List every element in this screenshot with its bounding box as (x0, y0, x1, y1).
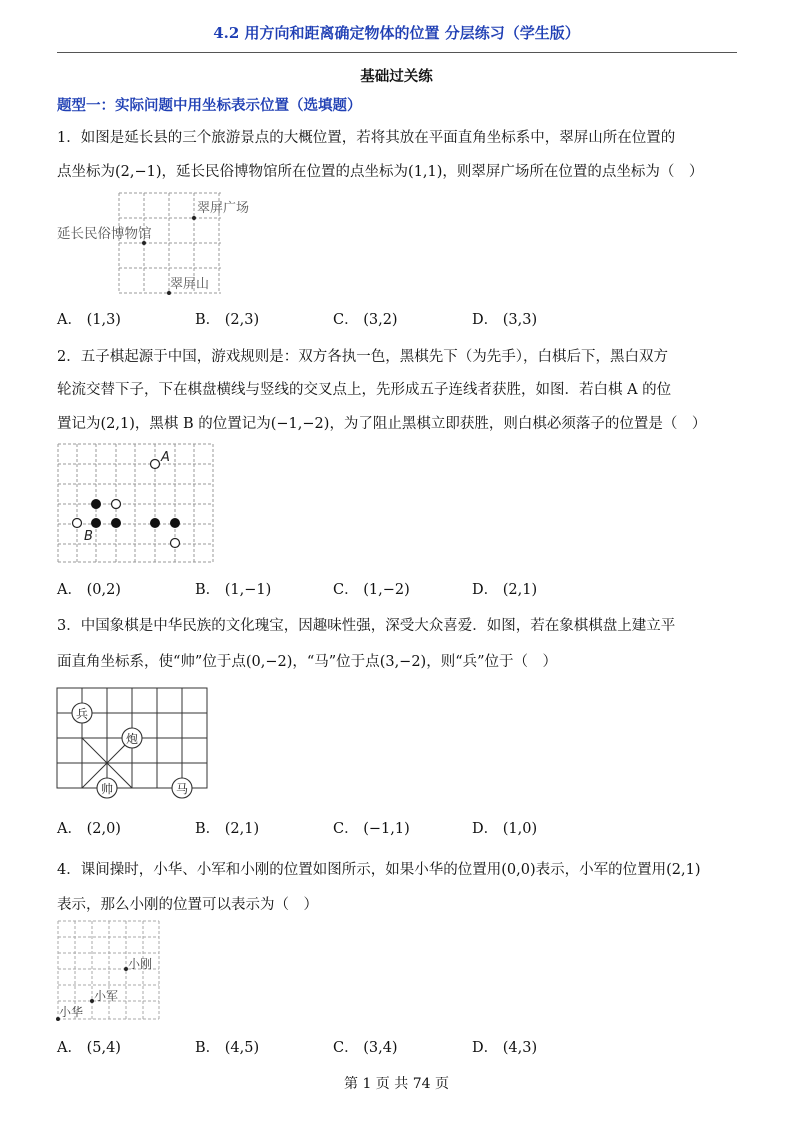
q1-text: 点坐标为 (57, 164, 115, 180)
q1-figure (55, 192, 250, 298)
q3-option-a[interactable]: A． (2,0) (57, 821, 121, 837)
q3-line2 (57, 650, 747, 671)
label-xiaojun: 小军 (94, 989, 119, 1003)
white-stone (112, 500, 121, 509)
q3-text: ，则“兵”位于（ ） (426, 654, 558, 670)
q3-line1: 3．中国象棋是中华民族的文化瑰宝，因趣味性强，深受大众喜爱．如图，若在象棋棋盘上建立平 (57, 618, 676, 634)
header-divider (57, 52, 737, 53)
label-plaza: 翠屏广场 (197, 201, 250, 216)
label-a: A (161, 450, 170, 465)
q2-text: 置记为 (57, 416, 101, 432)
q1-option-c[interactable]: C． (3,2) (333, 312, 398, 328)
piece-ma-label: 马 (175, 782, 189, 796)
q3-figure (55, 686, 210, 814)
q1-coord-mountain: (2,−1) (115, 164, 162, 180)
black-stone (150, 518, 160, 528)
q2-option-a[interactable]: A． (0,2) (57, 582, 121, 598)
white-stone (171, 539, 180, 548)
q2-line1: 2．五子棋起源于中国，游戏规则是：双方各执一色，黑棋先下（为先手），白棋后下，黑白双方 (57, 349, 668, 365)
q4-figure (55, 920, 163, 1024)
document-header-title: 4.2 用方向和距离确定物体的位置 分层练习（学生版） (213, 24, 580, 42)
q4-option-a[interactable]: A． (5,4) (57, 1040, 121, 1056)
q2-text: ，为了阻止黑棋立即获胜，则白棋必须落子的位置是（ ） (329, 416, 707, 432)
q2-text: ，黑棋 B 的位置记为 (134, 416, 271, 432)
q4-option-c[interactable]: C． (3,4) (333, 1040, 398, 1056)
q4-text: 表示，小军的位置用 (535, 862, 667, 878)
q4-line1 (57, 858, 747, 879)
q1-coord-museum: (1,1) (408, 164, 443, 180)
q1-option-b[interactable]: B． (2,3) (195, 312, 260, 328)
q3-coord-ma: (3,−2) (379, 654, 427, 670)
section-title: 基础过关练 (360, 68, 433, 85)
q3-text: ，“马”位于点 (292, 654, 380, 670)
label-xiaogang: 小刚 (128, 957, 153, 971)
q2-option-d[interactable]: D． (2,1) (472, 582, 538, 598)
piece-bing-label: 兵 (75, 707, 89, 721)
q2-line2: 轮流交替下子，下在棋盘横线与竖线的交叉点上，先形成五子连线者获胜，如图．若白棋 A 的位 (57, 382, 672, 398)
q2-figure (55, 443, 217, 565)
q3-option-b[interactable]: B． (2,1) (195, 821, 260, 837)
q1-option-d[interactable]: D． (3,3) (472, 312, 538, 328)
label-xiaohua: 小华 (59, 1005, 84, 1019)
black-stone (91, 499, 101, 509)
q3-coord-shuai: (0,−2) (245, 654, 293, 670)
label-b: B (84, 529, 93, 544)
label-mountain: 翠屏山 (170, 277, 210, 292)
q1-option-a[interactable]: A． (1,3) (57, 312, 121, 328)
piece-shuai-label: 帅 (100, 782, 114, 796)
q3-option-c[interactable]: C． (−1,1) (333, 821, 410, 837)
piece-pao-label: 炮 (125, 732, 139, 746)
q4-coord-xiaohua: (0,0) (501, 862, 536, 878)
q1-text: ，则翠屏广场所在位置的点坐标为（ ） (442, 164, 704, 180)
black-stone (111, 518, 121, 528)
q4-coord-xiaojun: (2,1) (666, 862, 701, 878)
q1-line2 (57, 160, 747, 181)
question-type-heading: 题型一：实际问题中用坐标表示位置（选填题） (57, 97, 362, 114)
white-stone-a (151, 460, 160, 469)
q2-option-b[interactable]: B． (1,−1) (195, 582, 272, 598)
black-stone-b (91, 518, 101, 528)
q2-coord-a: (2,1) (100, 416, 135, 432)
q2-option-c[interactable]: C． (1,−2) (333, 582, 410, 598)
q2-coord-b: (−1,−2) (270, 416, 330, 432)
q1-line1: 1．如图是延长县的三个旅游景点的大概位置，若将其放在平面直角坐标系中，翠屏山所在位置的 (57, 130, 676, 146)
q3-text: 面直角坐标系，使“帅”位于点 (57, 654, 246, 670)
q4-line2: 表示，那么小刚的位置可以表示为（ ） (57, 897, 318, 913)
white-stone (73, 519, 82, 528)
q4-text: 4．课间操时，小华、小军和小刚的位置如图所示，如果小华的位置用 (57, 862, 502, 878)
black-stone (170, 518, 180, 528)
q3-option-d[interactable]: D． (1,0) (472, 821, 538, 837)
label-museum: 延长民俗博物馆 (57, 226, 152, 242)
q1-text: ，延长民俗博物馆所在位置的点坐标为 (161, 164, 409, 180)
point-plaza (192, 216, 196, 220)
q2-line3 (57, 412, 747, 433)
page-footer: 第 1 页 共 74 页 (344, 1076, 449, 1092)
q4-option-d[interactable]: D． (4,3) (472, 1040, 538, 1056)
q4-option-b[interactable]: B． (4,5) (195, 1040, 260, 1056)
